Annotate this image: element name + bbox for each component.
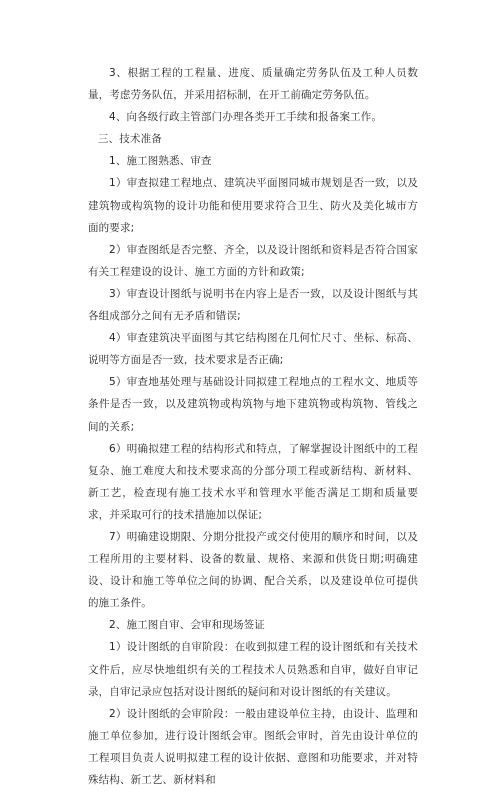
paragraph-review-item-7: 7）明确建设期限、分期分批投产或交付使用的顺序和时间，以及工程所用的主要材料、设备的数量、规格、来源和供货日期;明确建设、设计和施工等单位之间的协调、配合关系，以及建设单位可提供的施工条件。 [88,530,418,610]
subheading-drawing-review: 1、施工图熟悉、审查 [109,155,212,168]
paragraph-admin-procedures: 4、向各级行政主管部门办理各类开工手续和报备案工作。 [109,111,383,124]
paragraph-review-item-2: 2）审查图纸是否完整、齐全，以及设计图纸和资料是否符合国家有关工程建设的设计、施工方面的方针和政策; [88,243,418,278]
paragraph-review-item-5: 5）审查地基处理与基础设计同拟建工程地点的工程水文、地质等条件是否一致，以及建筑物或构筑物与地下建筑物或构筑物、管线之间的关系; [88,376,418,433]
paragraph-labor-team: 3、根据工程的工程量、进度、质量确定劳务队伍及工种人员数量，考虑劳务队伍，并采用招标制，在开工前确定劳务队伍。 [88,67,418,102]
paragraph-review-item-4: 4）审查建筑决平面图与其它结构图在几何忙尺寸、坐标、标高、说明等方面是否一致，技术要求是否正确; [88,332,418,367]
paragraph-joint-review-stage: 2）设计图纸的会审阶段：一般由建设单位主持，由设计、监理和施工单位参加，进行设计图纸会审。图纸会审时，首先由设计单位的工程项目负责人说明拟建工程的设计依据、意图和功能要求，并对特殊结构、新工艺、新材料和 [88,707,418,786]
paragraph-review-item-1: 1）审查拟建工程地点、建筑决平面图同城市规划是否一致，以及建筑物或构筑物的设计功能和使用要求符合卫生、防火及美化城市方面的要求; [88,177,418,234]
document-body [88,62,418,791]
paragraph-self-review-stage: 1）设计图纸的自审阶段：在收到拟建工程的设计图纸和有关技术文件后，应尽快地组织有关的工程技术人员熟悉和自审，做好自审记录，自审记录应包括对设计图纸的疑问和对设计图纸的有关建议。 [88,641,418,698]
paragraph-review-item-3: 3）审查设计图纸与说明书在内容上是否一致，以及设计图纸与其各组成部分之间有无矛盾和错误; [88,287,418,323]
section-heading-technical-prep: 三、技术准备 [98,133,162,146]
subheading-self-review-joint-review: 2、施工图自审、会审和现场签证 [109,619,265,632]
paragraph-review-item-6: 6）明确拟建工程的结构形式和特点，了解掌握设计图纸中的工程复杂、施工难度大和技术要求高的分部分项工程或新结构、新材料、新工艺，检查现有施工技术水平和管理水平能否满足工期和质量要求，并采取可行的技术措施加以保证; [88,442,418,521]
